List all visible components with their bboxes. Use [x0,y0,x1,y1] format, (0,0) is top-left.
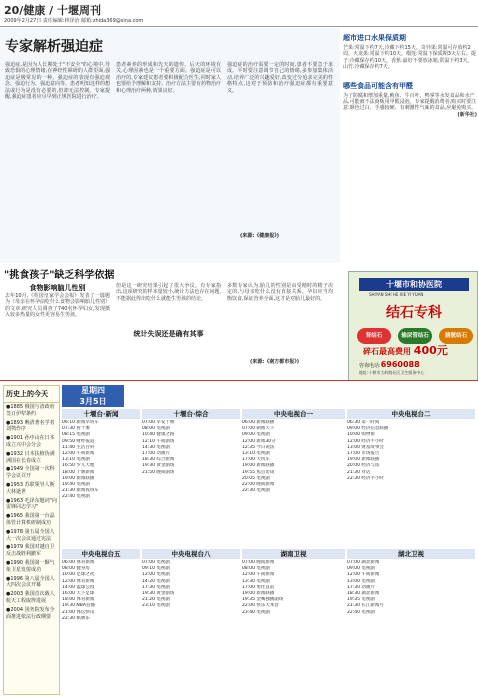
tv-channel-name: 湖北卫视 [347,549,475,559]
history-item: ●1963 毛泽东题词"向雷锋同志学习" [6,497,57,511]
ad-phone [359,360,420,369]
hospital-name-pinyin: SHIYAN SHI HE XIE YI YUAN [369,292,424,297]
tv-program: 22:30 经济半小时 [347,475,384,481]
service-bladder: 膀胱结石 [439,328,473,344]
tv-program: 21:30 长江新闻号 [347,603,384,609]
tv-program: 06:00 新闻联播 [242,420,275,425]
tv-program: 13:10 电视剧 [62,457,90,463]
tv-program: 08:00 电视剧 [242,566,270,572]
history-item: ●1932 日本扶植伪满洲国在长春成立 [6,450,55,464]
tv-program: 10:40 健康之路 [142,432,175,438]
tv-channel-name: 十堰台·新闻 [62,409,140,419]
tv-program: 20:00 经济与法 [347,463,380,469]
tv-program: 08:15 电视剧 [62,432,90,438]
tv-program: 17:30 动画片 [347,584,375,590]
history-items [4,403,59,621]
tv-channel-name: 中央电视台一 [242,409,345,419]
tv-channel-block [242,549,345,616]
article2-byline: (来源:《南方都市报》) [250,359,300,365]
tv-program: 18:00 体育新闻 [62,597,95,603]
tv-channel-block [62,409,140,501]
tv-channel-name: 中央电视台五 [62,549,140,559]
article-col-3: 强迫症的治疗需要一定的时间,患者不要急于求成。平时要注意调节自己的情绪,多参加集体活动,培养广泛的兴趣爱好,改变过分追求完美的性格特点,这对于预防和治疗强迫症都有重要意义。 [227,62,333,94]
tv-program: 07:00 湖北新闻 [347,560,380,565]
tv-program: 19:00 新闻联播 [347,457,380,463]
tv-date: 星期四 3月5日 [62,385,124,407]
tv-program: 08:00 健身房 [62,566,90,572]
tv-program: 09:00 电视剧 [242,432,270,438]
tv-program: 21:00 体坛快讯 [62,609,95,615]
tv-program: 06:00 体育新闻 [62,560,95,565]
tv-program: 21:30 对话 [347,469,371,475]
tv-program: 17:00 市场报告 [347,451,380,457]
tv-channel-name: 中央电视台二 [347,409,475,419]
tv-program: 08:00 电视剧 [142,426,170,432]
tv-program: 14:20 电视剧 [142,578,170,584]
phone-number: 6960088 [380,360,420,369]
history-item: ●1953 苏联领导人斯大林逝世 [6,481,55,495]
hospital-ad [348,271,478,381]
tv-program: 19:35 电视剧 [347,597,375,603]
issue-info: 2009年2月27日 责任编辑:林泽治 邮箱:zhida369@sina.com [4,18,144,24]
tv-program: 17:30 电视剧 [142,584,170,590]
article2-col-3: 多数专家认为,胎儿的性别是由受精时的精子决定的,与母亲吃什么没有直接关系。孕妇应当均衡饮食,保证营养全面,这才是对胎儿最好的。 [227,283,333,302]
article-ocd [0,28,340,263]
tv-program: 09:50 财经报道 [62,438,95,444]
tv-program: 10:00 购物街 [347,432,375,438]
tv-program: 22:00 快乐大本营 [242,603,279,609]
tv-channel-name: 中央电视台八 [142,549,240,559]
service-kidney: 肾结石 [357,328,391,344]
right-news-column [343,33,477,118]
tv-program: 19:40 电视剧 [62,482,90,488]
tv-program: 09:10 电视剧 [142,566,170,572]
history-item: ●1990 我国第一颗气象卫星发射成功 [6,559,55,573]
history-item: ●1996 第八届全国人大四次会议开幕 [6,575,55,589]
tv-program: 19:55 焦点访谈 [242,469,275,475]
ad-address: 地址:十堰市大岭路社区卫生服务中心 [359,370,425,375]
tv-program: 12:00 午间新闻 [242,572,275,578]
tv-program: 20:05 电视剧 [242,475,270,481]
ad-services [357,322,475,344]
tv-program: 21:30 新闻夜班车 [62,488,99,494]
tv-program: 19:00 新闻联播 [242,591,275,597]
history-today-box [3,385,60,695]
tv-program: 22:30 电视剧 [242,488,270,494]
tv-program: 21:20 电视剧 [142,597,170,603]
tv-program: 19:35 金鹰独播剧场 [242,597,284,603]
history-item: ●1979 我国对越自卫反击战胜利撤军 [6,544,55,558]
tv-program: 19:30 黄金剧场 [142,591,175,597]
tv-program: 12:00 午间新闻 [347,572,380,578]
price-value: 400元 [413,344,448,357]
tv-program: 09:00 经济信息联播 [347,426,389,432]
article-col-2: 患者素养的形成和先天的遗传、后天的环境有关,心理因素也是一个重要方面。强迫症是可以治疗的,专家建议患者要积极配合医生,同时家人也要给予理解和支持。治疗方法主要有药物治疗和心理治疗两种,效果良好。 [116,62,222,94]
tv-program: 13:30 电视剧 [242,578,270,584]
history-item: ●1965 我国第一台晶体管计算机研制成功 [6,513,55,526]
article-col-1: 强迫症,是因为人长期处于"不安全"的心境中,导致恐惧的心理情绪,在神经性障碍的人群里面,强迫症是极常见的一种。强迫症的表现有强迫观念、强迫行为、强迫意向等。患者明知这样的想法或行为是没有必要的,但却无法控制。专家提醒,强迫症患者应尽早到正规医院进行治疗。 [5,62,111,101]
news-title-fruit: 超市进口水果保质期 [343,34,406,42]
tv-program: 11:40 生活百科 [62,444,95,450]
tv-channel-block [142,549,240,610]
tv-program: 12:00 电视剧 [142,572,170,578]
tv-program: 12:00 新闻30分 [242,438,276,444]
tv-program: 12:35 今日说法 [242,444,275,450]
tv-program: 17:00 大风车 [242,457,270,463]
tv-channel-block [347,409,475,482]
tv-program: 12:00 经济半小时 [347,438,384,444]
tv-program: 22:30 棋牌乐 [62,615,90,621]
tv-program: 22:40 电视剧 [347,609,375,615]
history-item: ●1893 晚清著名学者刘鹗作序 [6,419,55,433]
tv-program: 12:10 午间剧场 [142,438,175,444]
news-title-formaldehyde: 哪些食品可能含有甲醛 [343,81,413,90]
tv-program: 23:10 电视剧 [142,603,170,609]
tv-channel-name: 湖南卫视 [242,549,345,559]
tv-program: 18:00 十堰新闻 [62,469,95,475]
tv-channel-name: 十堰台·综合 [142,409,240,419]
tv-program: 09:00 电视剧 [347,566,375,572]
tv-program: 18:30 综合新闻 [142,457,175,463]
history-item: ●1901 孙中山在日本成立兴中会分会 [6,435,55,448]
tv-program: 07:00 电视剧 [142,560,170,565]
price-label: 碎石最高费用 [363,347,411,356]
news-body-formaldehyde: 为了防腐和增加重量,鱿鱼、牛百叶、鸭掌等水发食品和水产品,可能被不法商贩用甲醛浸泡。专家提醒消费者,购买时要注意:颜色过白、手感较硬、有刺激性气味的食品,应避免购买。 [343,92,477,112]
tv-program: 19:30 黄金剧场 [142,463,175,469]
tv-program: 14:30 电视剧 [142,444,170,450]
history-item: ●1949 全国第一次科学会议召开 [6,466,55,480]
tv-program: 13:00 电视剧 [347,578,375,584]
header-divider [0,26,478,27]
history-item: ●2003 我国首次载人航天工程取得进展 [6,591,55,604]
tv-program: 07:00 早安十堰 [142,420,175,425]
history-title: 历史上的今天 [4,386,59,403]
service-ureter: 输尿管结石 [398,328,432,344]
tv-program: 17:00 动画片 [142,451,170,457]
history-item: ●1885 俄国与清政府签订伊犁条约 [6,404,55,417]
tv-program: 23:40 电视剧 [242,609,270,615]
tv-program: 07:00 晚间新闻 [242,560,275,565]
tv-program: 06:30 第一时间 [347,420,380,425]
tv-channel-block [142,409,240,476]
tv-program: 22:00 晚间新闻 [242,482,275,488]
tv-channel-block [242,409,345,494]
ad-price [363,342,448,358]
article2-subhead-1: 食物影响脑儿性别 [29,284,86,292]
hospital-name: 十堰市和协医院 [359,278,469,291]
tv-channel-block [62,549,140,622]
tv-program: 17:00 勇往直前 [242,584,275,590]
tv-program: 14:00 篮球公园 [62,584,95,590]
article-title: 专家解析强迫症 [5,39,103,55]
article-byline: (来源:《健康报》) [240,233,280,239]
phone-label: 咨询电话: [359,363,381,369]
tv-channel-block [347,549,475,616]
article2-col-2: 但是这一研究结果引起了很大争议。有专家指出,这项研究的样本量较小,统计方法也存在问题,不能据此得出吃什么就能生男孩的结论。 [116,283,221,302]
tv-program: 12:00 体育新闻 [62,578,95,584]
tv-program: 13:00 财富故事会 [347,444,384,450]
history-item: ●1978 第五届全国人大一次会议通过宪法 [6,528,55,542]
news-body-fruit: 芒果:常温下约7天,冷藏下约15天。奇异果:常温可存放约2周。火龙果:常温下约10天。榴莲:常温下保质期3天左右。提子:冷藏保存约10天。香蕉:最好不要放冰箱,常温下约3天。山竹:冷藏保存约7天。 [343,45,476,71]
history-item: ●2004 国务院发布全面推进依法行政纲要 [6,606,55,620]
tv-program: 06:10 新闻早班车 [62,420,99,425]
tv-program: 19:00 新闻联播 [62,475,95,481]
tv-program: 16:50 少儿天地 [62,463,95,469]
tv-program: 22:40 电视剧 [62,494,90,500]
page-number-section: 20/健康 / 十堰周刊 [4,4,102,17]
ad-title: 结石专科 [386,305,442,321]
tv-program: 07:00 朝闻天下 [242,426,275,432]
article2-title: "挑食孩子"缺乏科学依据 [4,270,115,281]
tv-program: 19:00 新闻联播 [242,463,275,469]
article2-col-1: 去年10月,《英国皇家学会会报》发表了一篇题为《母亲在怀孕前吃什么食物会影响胎儿性别》的文章,研究人员调查了740名怀孕妇女,发现摄入较多热量的女性更容易生男孩。 [5,293,111,319]
tv-program: 12:00 午间新闻 [62,451,95,457]
tv-program: 21:50 晚间剧场 [142,469,175,475]
tv-program: 18:30 湖北新闻 [347,591,380,597]
tv-program: 16:00 天下足球 [62,591,95,597]
article2-subhead-2: 统计失误还是确有其事 [133,330,204,338]
news-byline: (新华社) [457,111,477,118]
tv-program: 07:30 看十堰 [62,426,90,432]
page-header [0,0,478,28]
tv-program: 19:30 NBA直播 [62,603,95,609]
tv-program: 13:10 电视剧 [242,451,270,457]
article-picky-kids [0,263,340,376]
tv-listings-section [0,380,478,696]
tv-program: 10:00 足球之夜 [62,572,95,578]
